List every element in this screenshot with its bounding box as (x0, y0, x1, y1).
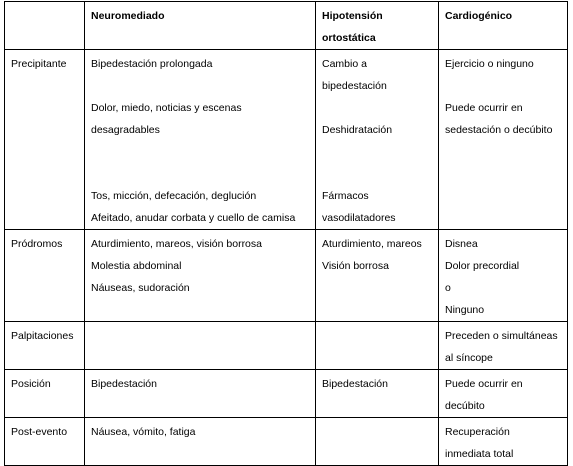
header-label-line: ortostática (322, 32, 376, 44)
hipo-cell (316, 370, 439, 418)
header-label: Cardiogénico (445, 10, 513, 22)
cell-line: Dolor precordial (445, 260, 520, 272)
row-label-cell (5, 50, 85, 230)
cell-line: Puede ocurrir en (445, 102, 523, 114)
cell-line: Tos, micción, defecación, deglución (91, 190, 257, 202)
cell-line: Ejercicio o ninguno (445, 58, 534, 70)
header-empty-cell (5, 2, 85, 50)
row-label-cell (5, 418, 85, 466)
cell-line: Afeitado, anudar corbata y cuello de camisa (91, 212, 296, 224)
cell-line: Cambio a (322, 58, 367, 70)
cardio-cell (439, 322, 568, 370)
table-row-posicion (5, 370, 568, 418)
cell-line: Aturdimiento, mareos (322, 238, 422, 250)
cell-line: Preceden o simultáneas (445, 330, 558, 342)
row-label-cell (5, 230, 85, 322)
cardio-cell (439, 230, 568, 322)
cardio-cell (439, 50, 568, 230)
table-row-prodromos (5, 230, 568, 322)
row-label-cell (5, 322, 85, 370)
cell-line: sedestación o decúbito (445, 124, 553, 136)
cell-line: o (445, 282, 451, 294)
syncope-comparison-table (4, 1, 568, 466)
header-cardiogenico (439, 2, 568, 50)
cardio-cell (439, 370, 568, 418)
cell-line: Molestia abdominal (91, 260, 182, 272)
cell-line: Dolor, miedo, noticias y escenas (91, 102, 242, 114)
cell-line: decúbito (445, 400, 485, 412)
cell-line: Recuperación (445, 426, 510, 438)
neuro-cell (85, 230, 316, 322)
cell-line: vasodilatadores (322, 212, 396, 224)
neuro-cell (85, 50, 316, 230)
cell-line: Deshidratación (322, 124, 393, 136)
cell-line: Visión borrosa (322, 260, 389, 272)
row-label: Precipitante (11, 58, 67, 70)
row-label: Pródromos (11, 238, 63, 250)
cell-line: Náuseas, sudoración (91, 282, 190, 294)
header-neuromediado (85, 2, 316, 50)
cell-line: Bipedestación prolongada (91, 58, 213, 70)
cell-line: Disnea (445, 238, 478, 250)
table-row-palpitaciones (5, 322, 568, 370)
header-label: Neuromediado (91, 10, 165, 22)
neuro-cell (85, 322, 316, 370)
header-row (5, 2, 568, 50)
cell-line: Fármacos (322, 190, 369, 202)
hipo-cell (316, 50, 439, 230)
cell-line: Puede ocurrir en (445, 378, 523, 390)
row-label-cell (5, 370, 85, 418)
row-label: Post-evento (11, 426, 68, 438)
cell-line: Aturdimiento, mareos, visión borrosa (91, 238, 262, 250)
hipo-cell (316, 322, 439, 370)
cell-line: Ninguno (445, 304, 485, 316)
cell-line: desagradables (91, 124, 160, 136)
row-label: Palpitaciones (11, 330, 74, 342)
header-label-line: Hipotensión (322, 10, 383, 22)
neuro-cell (85, 418, 316, 466)
cardio-cell (439, 418, 568, 466)
hipo-cell (316, 230, 439, 322)
cell-line: inmediata total (445, 448, 514, 460)
row-label: Posición (11, 378, 51, 390)
cell-line: al síncope (445, 352, 493, 364)
table-row-postevento (5, 418, 568, 466)
cell-line: Náusea, vómito, fatiga (91, 426, 196, 438)
hipo-cell (316, 418, 439, 466)
cell-line: bipedestación (322, 80, 387, 92)
neuro-cell (85, 370, 316, 418)
header-hipotension (316, 2, 439, 50)
table-row-precipitante (5, 50, 568, 230)
cell-line: Bipedestación (91, 378, 157, 390)
cell-line: Bipedestación (322, 378, 388, 390)
